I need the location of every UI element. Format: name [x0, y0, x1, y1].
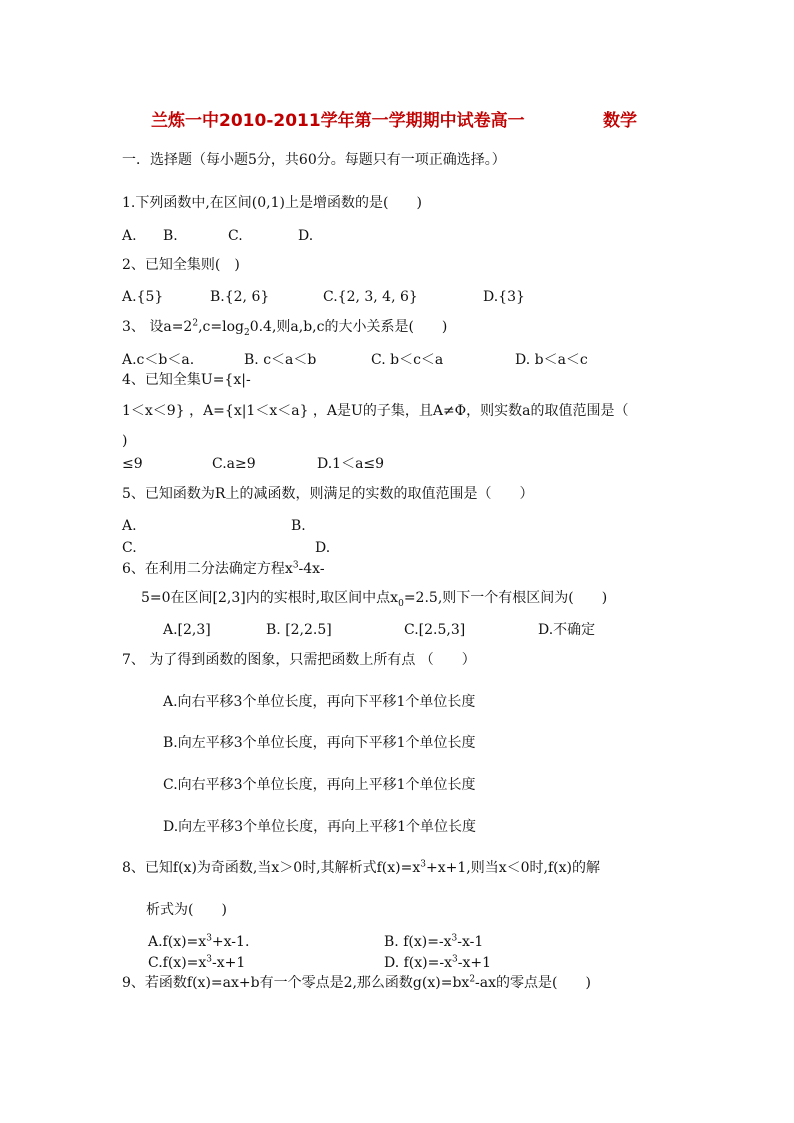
question-3-stem-part: 0.4,则a,b,c的大小关系是( ) — [249, 319, 448, 335]
question-6-stem-part: 6、在利用二分法确定方程x — [122, 561, 293, 577]
question-8-option-b — [384, 934, 483, 950]
question-3-exponent: 2 — [192, 318, 199, 329]
question-8-stem-part: +x+1,则当x＜0时,f(x)的解 — [425, 860, 600, 876]
question-1-option-b: B. — [163, 228, 178, 244]
question-6-option-a: A.[2,3] — [163, 622, 211, 638]
question-8-option-b-part: -x-1 — [457, 934, 484, 950]
question-7-option-d: D.向左平移3个单位长度，再向上平移1个单位长度 — [163, 819, 476, 835]
question-3-option-a: A.c＜b＜a. — [122, 352, 195, 368]
question-6-stem-line2 — [141, 590, 608, 609]
question-8-option-c-part: C.f(x)=x — [148, 955, 207, 971]
question-1-option-d: D. — [298, 228, 314, 244]
question-5-stem: 5、已知函数为R上的减函数，则满足的实数的取值范围是（ ） — [122, 486, 534, 502]
question-6-option-b: B. [2,2.5] — [266, 622, 332, 638]
question-9-stem — [122, 975, 591, 991]
question-8-option-c-part: -x+1 — [212, 955, 246, 971]
question-4-stem-line3: ) — [122, 433, 128, 449]
question-3-stem-part: ,c=log — [198, 319, 244, 335]
question-3-option-b: B. c＜a＜b — [244, 352, 317, 368]
question-8-stem-part: 8、已知f(x)为奇函数,当x＞0时,其解析式f(x)=x — [122, 860, 421, 876]
question-1-option-a: A. — [122, 228, 137, 244]
question-8-exponent: 3 — [420, 859, 426, 870]
question-8-option-a-part: A.f(x)=x — [148, 934, 207, 950]
question-4-stem-line1: 4、已知全集U={x|- — [122, 372, 251, 388]
question-6-stem-line1 — [122, 561, 325, 577]
question-2-option-a: A.{5} — [122, 289, 164, 305]
question-8-option-c — [148, 955, 245, 971]
question-8-option-d-part: D. f(x)=-x — [384, 955, 452, 971]
exam-subject: 数学 — [603, 111, 637, 131]
question-6-stem-part: -4x- — [298, 561, 325, 577]
question-8-stem-line2: 析式为( ) — [146, 902, 227, 918]
question-3-log-base: 2 — [243, 327, 250, 338]
question-5-option-d: D. — [315, 540, 331, 556]
question-6-stem-part: 5=0在区间[2,3]内的实根时,取区间中点x — [141, 590, 399, 606]
question-9-stem-part: 9、若函数f(x)=ax+b有一个零点是2,那么函数g(x)=bx — [122, 975, 470, 991]
section-heading: 一．选择题（每小题5分，共60分。每题只有一项正确选择。） — [122, 152, 506, 168]
question-7-stem: 7、 为了得到函数的图象，只需把函数上所有点 （ ） — [122, 652, 476, 668]
exam-title: 兰炼一中2010-2011学年第一学期期中试卷高一 — [151, 111, 525, 131]
question-3-option-d: D. b＜a＜c — [515, 352, 588, 368]
question-4-option-d: D.1＜a≤9 — [317, 456, 385, 472]
question-8-option-c-exponent: 3 — [206, 954, 213, 965]
question-8-option-a — [148, 934, 249, 950]
question-4-option-c: C.a≥9 — [212, 456, 256, 472]
question-2-option-d: D.{3} — [483, 289, 525, 305]
question-8-option-b-part: B. f(x)=-x — [384, 934, 452, 950]
question-6-option-d: D.不确定 — [538, 622, 596, 638]
question-9-stem-part: -ax的零点是( ) — [475, 975, 591, 991]
question-8-option-a-part: +x-1. — [211, 934, 250, 950]
question-6-stem-part: =2.5,则下一个有根区间为( ) — [403, 590, 608, 606]
question-6-option-c: C.[2.5,3] — [404, 622, 466, 638]
question-4-stem-line2: 1＜x＜9} ，A={x|1＜x＜a} ，A是U的子集，且A≠Φ，则实数a的取值范围是（ — [122, 403, 629, 419]
question-7-option-c: C.向右平移3个单位长度，再向上平移1个单位长度 — [163, 777, 476, 793]
question-3-stem-part: 3、 设a=2 — [122, 319, 193, 335]
question-7-option-b: B.向左平移3个单位长度，再向下平移1个单位长度 — [163, 735, 476, 751]
question-8-option-b-exponent: 3 — [451, 933, 458, 944]
question-5-option-c: C. — [122, 540, 137, 556]
question-2-option-c: C.{2, 3, 4, 6} — [323, 289, 418, 305]
question-9-exponent: 2 — [469, 974, 476, 985]
question-1-stem: 1.下列函数中,在区间(0,1)上是增函数的是( ) — [122, 195, 422, 211]
question-1-option-c: C. — [228, 228, 243, 244]
question-5-option-a: A. — [122, 518, 137, 534]
question-6-subscript: 0 — [398, 598, 404, 609]
question-6-exponent: 3 — [292, 560, 299, 571]
question-7-option-a: A.向右平移3个单位长度，再向下平移1个单位长度 — [163, 694, 476, 710]
question-8-option-d-exponent: 3 — [451, 954, 458, 965]
question-4-option-fragment: ≤9 — [122, 456, 143, 472]
question-5-option-b: B. — [291, 518, 306, 534]
question-3-option-c: C. b＜c＜a — [371, 352, 444, 368]
question-8-option-d — [384, 955, 491, 971]
question-8-stem-line1 — [122, 860, 600, 876]
question-2-option-b: B.{2, 6} — [210, 289, 270, 305]
question-2-stem: 2、已知全集则( ) — [122, 257, 240, 273]
question-8-option-a-exponent: 3 — [206, 933, 212, 944]
question-8-option-d-part: -x+1 — [457, 955, 491, 971]
question-3-stem — [122, 318, 448, 338]
